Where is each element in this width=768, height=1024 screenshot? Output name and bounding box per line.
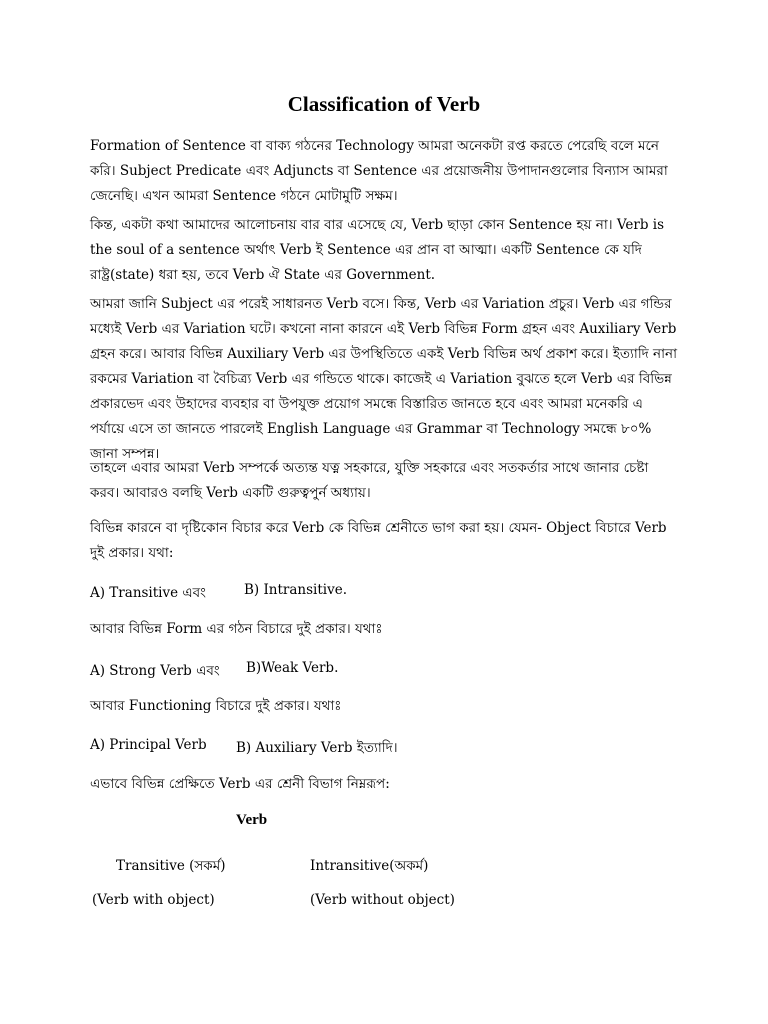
paragraph-verb-study [90, 456, 680, 506]
intransitive-label: Intransitive(অকর্ম) [310, 858, 429, 874]
paragraph-formation [90, 134, 680, 209]
form-intro: আবার বিভিন্ন Form এর গঠন বিচারে দুই প্রকার। যথাঃ [90, 621, 383, 637]
paragraph-text: কিন্ত, একটা কথা আমাদের আলোচনায় বার বার এসেছে যে, Verb ছাড়া কোন Sentence হয় না। Verb is the soul of a sentence অর্থাৎ Verb ই Sentence এর প্রান বা আত্মা। একটি Sentence কে যদি রাষ্ট্র(state) ধরা হয়, তবে Verb ঐ State এর Government. [90, 217, 664, 283]
paragraph-text: তাহলে এবার আমরা Verb সম্পর্কে অত্যন্ত যত্ন সহকারে, যুক্তি সহকারে এবং সতকর্তার সাথে জানার চেষ্টা করব। আবারও বলছি Verb একটি গুরুত্বপুর্ন অধ্যায়। [90, 460, 649, 501]
intransitive-note: (Verb without object) [310, 892, 455, 908]
principal-verb-item: A) Principal Verb [90, 737, 207, 753]
classification-intro: এভাবে বিভিন্ন প্রেক্ষিতে Verb এর শ্রেনী বিভাগ নিম্নরূপ: [90, 776, 390, 792]
strong-verb-item: A) Strong Verb এবং [90, 663, 220, 679]
transitive-item: A) Transitive এবং [90, 585, 206, 601]
transitive-label: Transitive (সকর্ম) [116, 858, 226, 874]
transitive-note: (Verb with object) [92, 892, 215, 908]
document-title: Classification of Verb [287, 92, 481, 116]
function-intro: আবার Functioning বিচারে দুই প্রকার। যথাঃ [90, 698, 342, 714]
paragraph-verb-variation [90, 292, 680, 467]
paragraph-object-classification [90, 516, 680, 566]
intransitive-item: B) Intransitive. [244, 582, 348, 598]
paragraph-verb-soul [90, 213, 680, 288]
paragraph-text: বিভিন্ন কারনে বা দৃষ্টিকোন বিচার করে Verb কে বিভিন্ন শ্রেনীতে ভাগ করা হয়। যেমন- Object বিচারে Verb দুই প্রকার। যথা: [90, 520, 667, 561]
verb-tree-root: Verb [236, 812, 268, 828]
paragraph-text: Formation of Sentence বা বাক্য গঠনের Technology আমরা অনেকটা রপ্ত করতে পেরেছি বলে মনে করি। Subject Predicate এবং Adjuncts বা Sentence এর প্রয়োজনীয় উপাদানগুলোর বিন্যাস আমরা জেনেছি। এখন আমরা Sentence গঠনে মোটামুটি সক্ষম। [90, 138, 668, 204]
auxiliary-verb-item: B) Auxiliary Verb ইত্যাদি। [236, 740, 398, 756]
weak-verb-item: B)Weak Verb. [246, 660, 339, 676]
paragraph-text: আমরা জানি Subject এর পরেই সাধারনত Verb বসে। কিন্ত, Verb এর Variation প্রচুর। Verb এর গন্ডির মধ্যেই Verb এর Variation ঘটে। কখনো নানা কারনে এই Verb বিভিন্ন Form গ্রহন এবং Auxiliary Verb গ্রহন করে। আবার বিভিন্ন Auxiliary Verb এর উপস্থিতিতে একই Verb বিভিন্ন অর্থ প্রকাশ করে। ইত্যাদি নানা রকমের Variation বা বৈচিত্র্য Verb এর গন্ডিতে থাকে। কাজেই এ Variation বুঝতে হলে Verb এর বিভিন্ন প্রকারভেদ এবং উহাদের ব্যবহার বা উপযুক্ত প্রয়োগ সমন্ধে বিস্তারিত জানতে হবে এবং আমরা মনেকরি এ পর্যায়ে এসে তা জানতে পারলেই English Language এর Grammar বা Technology সমন্ধে ৮০% জানা সম্পন্ন। [90, 296, 678, 462]
